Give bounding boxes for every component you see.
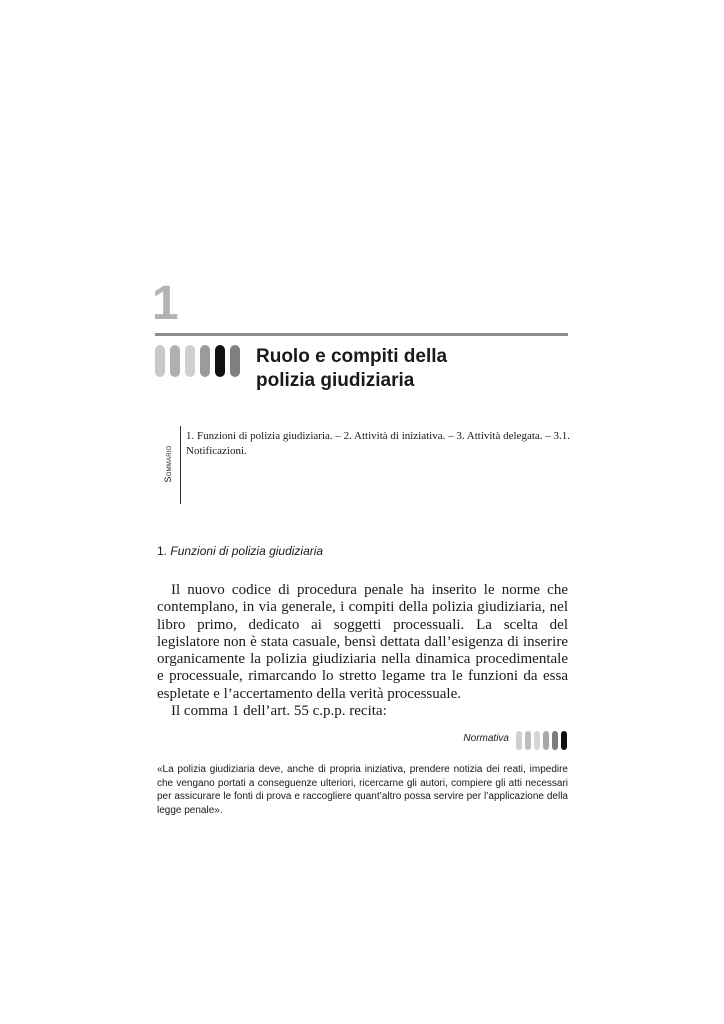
chapter-title (256, 345, 556, 393)
section-title: Funzioni di polizia giudiziaria (170, 544, 324, 558)
decoration-bar (155, 345, 165, 377)
normativa-bar (561, 731, 567, 750)
summary-label (162, 434, 174, 494)
normativa-bar (552, 731, 558, 750)
body-paragraph: Il nuovo codice di procedura penale ha inserito le norme che contemplano, in via generale, i compiti della polizia giudiziaria, nel libro primo, dedicato ai soggetti processuali. La scelta del legislatore non è stata casuale, bensì dettata dall’esigenza di inserire organicamente la polizia giudiziaria nella dinamica procedimentale e processuale, rimarcando lo stretto legame tra le funzioni da essa espletate e l’accertamento della verità processuale. (157, 582, 568, 702)
decoration-bar (170, 345, 180, 377)
chapter-title-line2: polizia giudiziaria (256, 370, 415, 391)
chapter-rule (155, 333, 568, 336)
section-number: 1. (157, 544, 168, 558)
decoration-bar (215, 345, 225, 377)
normativa-bar (534, 731, 540, 750)
normativa-label: Normativa (463, 733, 509, 744)
normativa-bar (525, 731, 531, 750)
body-text (157, 582, 568, 720)
chapter-title-line1: Ruolo e compiti della (256, 346, 448, 367)
normativa-quote: «La polizia giudiziaria deve, anche di propria iniziativa, prendere notizia dei reati, impedire che vengano portati a conseguenze ulteriori, ricercarne gli autori, compiere gli atti necessari per assicurare le fonti di prova e raccogliere quant’altro possa servire per l’applicazione della legge penale». (157, 764, 568, 816)
body-paragraph: Il comma 1 dell’art. 55 c.p.p. recita: (171, 703, 387, 720)
chapter-number: 1 (152, 277, 179, 330)
decoration-bar (200, 345, 210, 377)
normativa-bar (543, 731, 549, 750)
section-heading (157, 543, 323, 559)
summary-label-text: Sommario (163, 445, 173, 483)
summary-text: 1. Funzioni di polizia giudiziaria. – 2. Attività di iniziativa. – 3. Attività delegata. – 3.1. Notificazioni. (186, 430, 571, 457)
decoration-bar (230, 345, 240, 377)
normativa-bar (516, 731, 522, 750)
summary-rule (180, 426, 181, 504)
decoration-bar (185, 345, 195, 377)
